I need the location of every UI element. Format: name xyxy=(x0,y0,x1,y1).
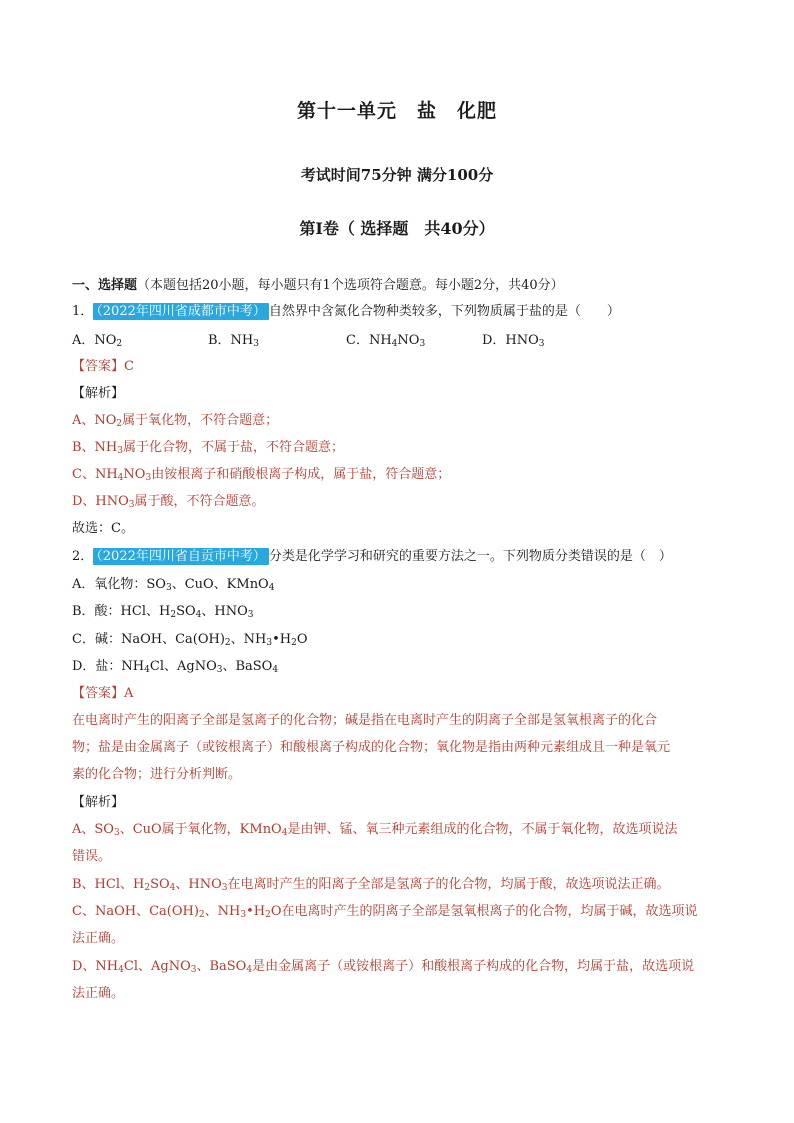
option-a: A．$NO_2$ xyxy=(72,333,123,349)
intro-text: （本题包括20小题，每小题只有1个选项符合题意。每小题2分，共40分） xyxy=(137,278,564,293)
option-d: D．盐：$NH_4Cl$、AgNO$_3$、BaSO$_4$ xyxy=(72,659,279,675)
option-b: B．酸：HCl、$H_2SO_4$、$HNO_3$ xyxy=(72,604,254,620)
analysis-a: A、$NO_2$属于氧化物，不符合题意； xyxy=(72,413,279,429)
analysis-d: D、$HNO_3$属于酸，不符合题意。 xyxy=(72,494,265,510)
analysis-c-continued: 法正确。 xyxy=(72,931,125,946)
page-title: 第十一单元 盐 化肥 xyxy=(296,100,497,122)
analysis-d: D、$NH_4Cl$、AgNO$_3$、BaSO$_4$是由金属离子（或铵根离子）和酸根离子构成的化合物，均属于盐，故选项说 xyxy=(72,959,695,975)
question-number: 2． xyxy=(72,549,94,564)
section-heading: 第Ⅰ卷（ 选择题 共40分） xyxy=(299,219,495,238)
source-tag: （2022年四川省自贡市中考） xyxy=(93,548,269,565)
question-2-stem xyxy=(72,548,672,566)
explanation-line-3: 素的化合物；进行分析判断。 xyxy=(72,767,242,782)
exam-info: 考试时间75分钟 满分100分 xyxy=(300,166,494,184)
intro-label: 一、选择题 xyxy=(72,278,138,293)
analysis-a-continued: 错误。 xyxy=(72,849,112,864)
answer-line: 【答案】A xyxy=(72,686,134,701)
question-number: 1． xyxy=(72,304,94,319)
analysis-c: C、$NH_4NO_3$由铵根离子和硝酸根离子构成，属于盐，符合题意； xyxy=(72,467,451,483)
explanation-line-1: 在电离时产生的阳离子全部是氢离子的化合物；碱是指在电离时产生的阴离子全部是氢氧根离子的化合 xyxy=(72,713,658,728)
option-c: C．碱：NaOH、$Ca(OH)_2$、$NH_3•H_2O$ xyxy=(72,632,308,648)
explanation-line-2: 物；盐是由金属离子（或铵根离子）和酸根离子构成的化合物；氧化物是指由两种元素组成且一种是氧元 xyxy=(72,740,671,755)
section-intro xyxy=(72,277,564,295)
analysis-label: 【解析】 xyxy=(72,386,125,401)
question-text: 自然界中含氮化合物种类较多，下列物质属于盐的是（ ） xyxy=(268,304,620,319)
analysis-b: B、$NH_3$属于化合物，不属于盐，不符合题意； xyxy=(72,440,345,456)
option-a: A．氧化物：$SO_3$、CuO、KMnO$_4$ xyxy=(72,577,275,593)
option-c: C．$NH_4NO_3$ xyxy=(346,333,426,349)
conclusion-line: 故选：C。 xyxy=(72,521,134,536)
analysis-label: 【解析】 xyxy=(72,795,125,810)
analysis-c: C、NaOH、$Ca(OH)_2$、$NH_3•H_2O$在电离时产生的阴离子全部是氢氧根离子的化合物，均属于碱，故选项说 xyxy=(72,904,698,920)
question-1-options xyxy=(72,332,545,350)
option-b: B．$NH_3$ xyxy=(208,333,259,349)
analysis-b: B、HCl、$H_2SO_4$、$HNO_3$在电离时产生的阳离子全部是氢离子的化合物，均属于酸，故选项说法正确。 xyxy=(72,877,670,893)
question-1-stem xyxy=(72,303,620,321)
analysis-a: A、$SO_3$、CuO属于氧化物，KMnO$_4$是由钾、锰、氧三种元素组成的化合物，不属于氧化物，故选项说法 xyxy=(72,822,678,838)
answer-line: 【答案】C xyxy=(72,359,134,374)
option-d: D．$HNO_3$ xyxy=(482,333,545,349)
source-tag: （2022年四川省成都市中考） xyxy=(93,303,269,320)
question-text: 分类是化学学习和研究的重要方法之一。下列物质分类错误的是（ ） xyxy=(268,549,672,564)
analysis-d-continued: 法正确。 xyxy=(72,986,125,1001)
